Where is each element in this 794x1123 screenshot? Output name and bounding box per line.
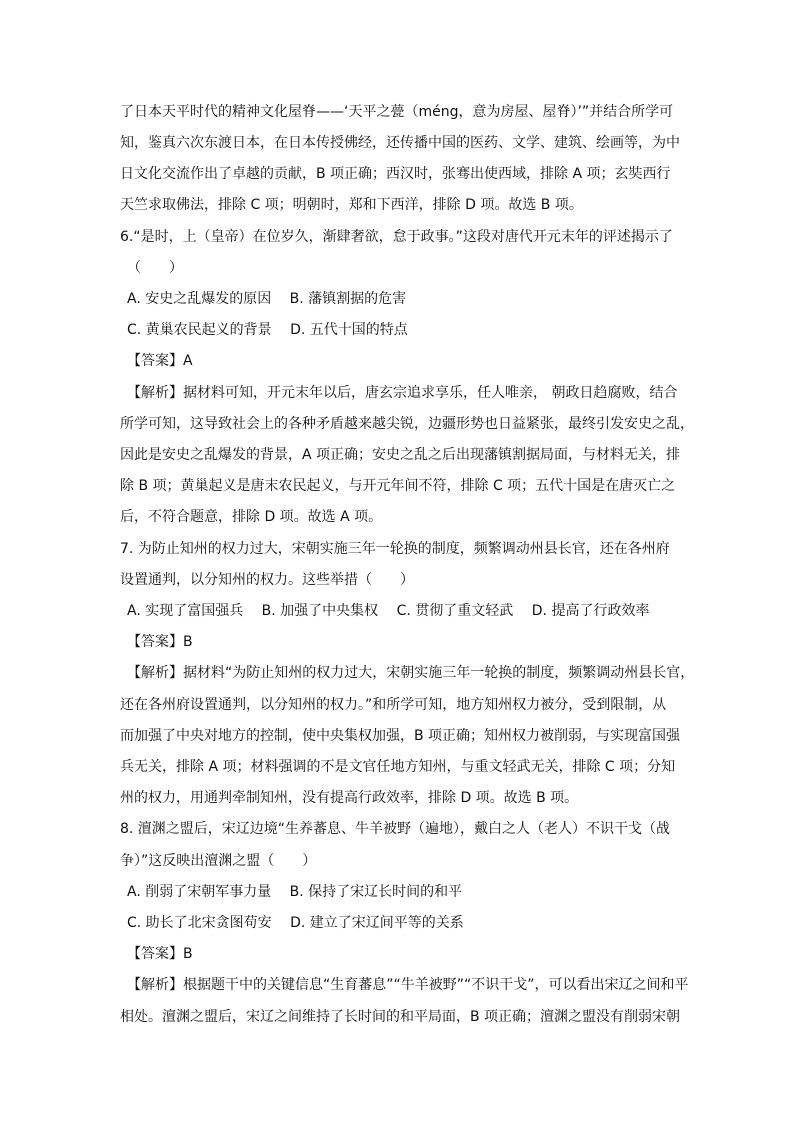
analysis-line: 所学可知，这导致社会上的各种矛盾越来越尖锐，边疆形势也日益紧张，最终引发安史之乱， [120,416,694,432]
question-7: 7. 为防止知州的权力过大，宋朝实施三年一轮换的制度，频繁调动州县长官，还在各州府 [120,541,670,557]
text-line: 日文化交流作出了卓越的贡献，B 项正确；西汉时，张骞出使西域，排除 A 项；玄奘西行 [120,166,671,182]
option-line: A. 安史之乱爆发的原因 B. 藩镇割据的危害 [127,291,407,307]
analysis-line: 除 B 项；黄巢起义是唐末农民起义，与开元年间不符，排除 C 项；五代十国是在唐灭亡之 [120,478,676,494]
analysis-line: 因此是安史之乱爆发的背景，A 项正确；安史之乱之后出现藩镇割据局面，与材料无关，排 [120,447,681,463]
answer-label: 【答案】A [127,353,193,369]
text-line: 知，鉴真六次东渡日本，在日本传授佛经，还传播中国的医药、文学、建筑、绘画等，为中 [120,135,680,151]
analysis-line: 后，不符合题意，排除 D 项。故选 A 项。 [120,509,383,525]
analysis-line: 州的权力，用通判牵制知州，没有提高行政效率，排除 D 项。故选 B 项。 [120,790,579,806]
question-8: 8. 澶渊之盟后，宋辽边境“生养蕃息、牛羊被野（遍地），戴白之人（老人）不识干戈（战 [120,821,671,837]
analysis-line: 【解析】据材料可知，开元末年以后，唐玄宗追求享乐，任人唯亲， 朝政日趋腐败，结合 [127,385,678,401]
analysis-line: 还在各州府设置通判，以分知州的权力。”和所学可知，地方知州权力被分，受到限制，从 [120,697,667,713]
text-line: 了日本天平时代的精神文化屋脊——‘天平之甍（méng，意为房屋、屋脊）’”并结合所学可 [120,104,674,120]
option-line: C. 黄巢农民起义的背景 D. 五代十国的特点 [127,322,408,338]
text-line: 设置通判，以分知州的权力。这些举措（ ） [120,572,414,588]
text-line: 争）”这反映出澶渊之盟（ ） [120,853,317,869]
analysis-line: 【解析】根据题干中的关键信息“生育蕃息”“牛羊被野”“不识干戈”，可以看出宋辽之间和平 [127,977,689,993]
analysis-line: 兵无关，排除 A 项；材料强调的不是文官任地方知州，与重文轻武无关，排除 C 项；分知 [120,759,676,775]
question-6: 6.“是时，上（皇帝）在位岁久，渐肆奢欲，怠于政事。”这段对唐代开元末年的评述揭示了 [120,229,673,245]
option-line: A. 实现了富国强兵 B. 加强了中央集权 C. 贯彻了重文轻武 D. 提高了行政效率 [127,603,650,619]
answer-blank: （ ） [127,260,183,276]
option-line: A. 削弱了宋朝军事力量 B. 保持了宋辽长时间的和平 [127,884,463,900]
answer-label: 【答案】B [127,634,193,650]
answer-label: 【答案】B [127,946,193,962]
analysis-line: 相处。澶渊之盟后，宋辽之间维持了长时间的和平局面，B 项正确；澶渊之盟没有削弱宋朝 [120,1009,681,1025]
analysis-line: 【解析】据材料“为防止知州的权力过大，宋朝实施三年一轮换的制度，频繁调动州县长官， [127,665,695,681]
analysis-line: 而加强了中央对地方的控制，使中央集权加强，B 项正确；知州权力被削弱，与实现富国强 [120,728,681,744]
text-line: 天竺求取佛法，排除 C 项；明朝时，郑和下西洋，排除 D 项。故选 B 项。 [120,197,583,213]
option-line: C. 助长了北宋贪图苟安 D. 建立了宋辽间平等的关系 [127,915,464,931]
